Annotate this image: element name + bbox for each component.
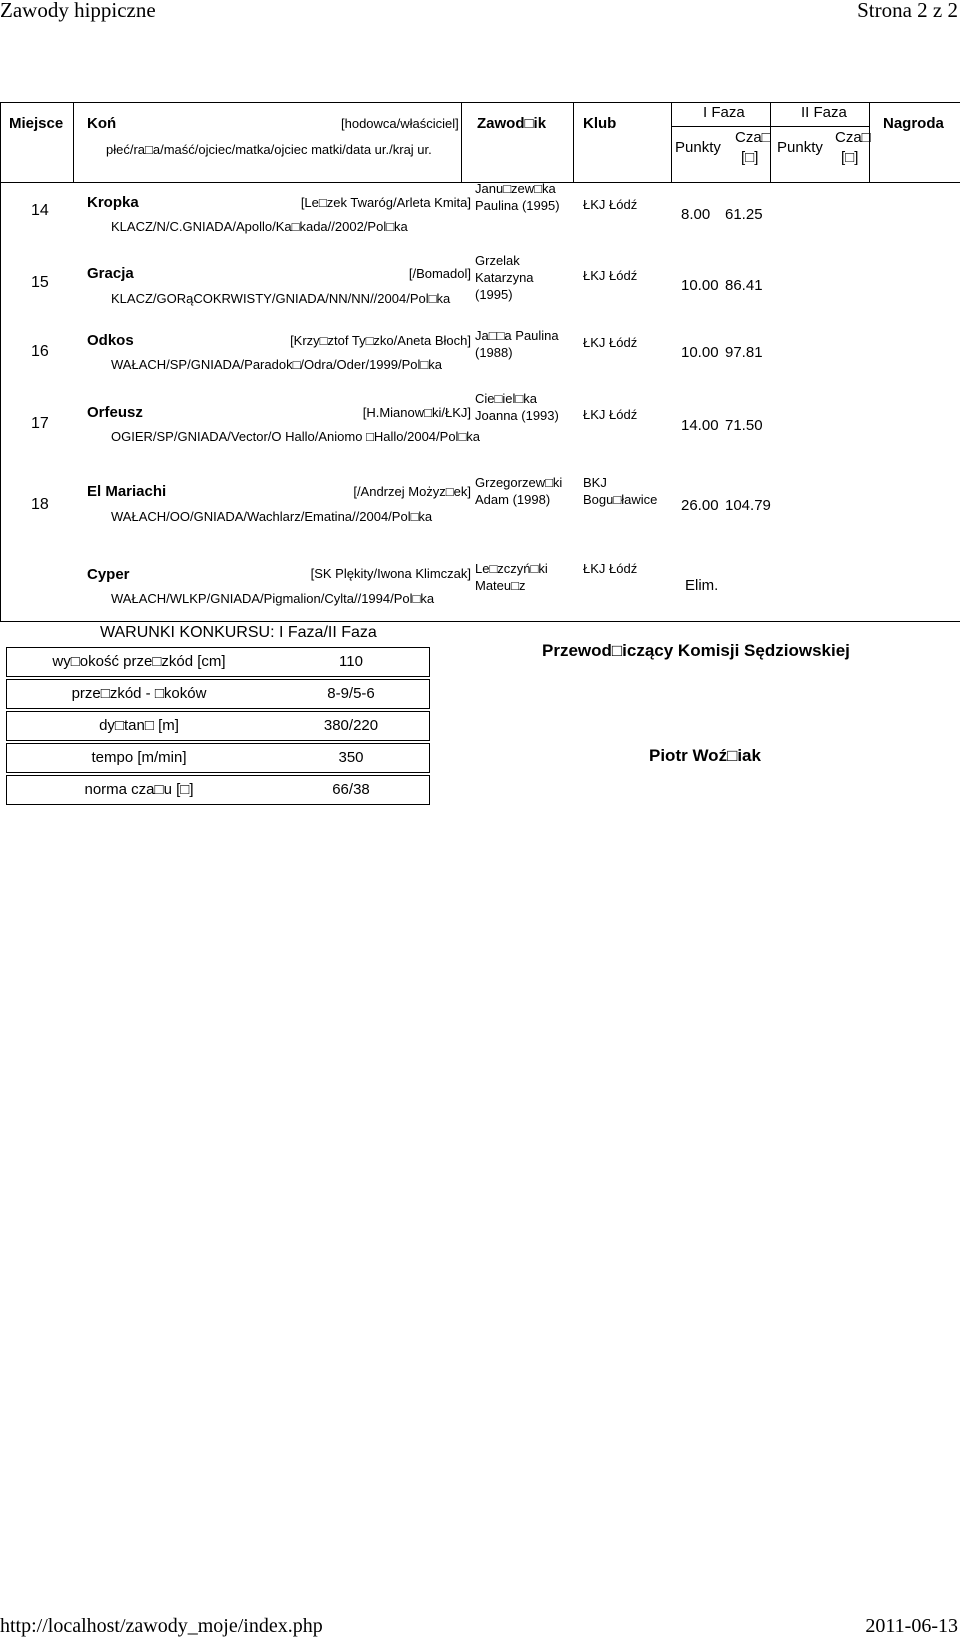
condition-value: 8-9/5-6 xyxy=(327,685,375,702)
footer-url: http://localhost/zawody_moje/index.php xyxy=(0,1615,323,1637)
row-time: 97.81 xyxy=(725,344,763,361)
row-club: BKJ Bogu□ławice xyxy=(583,475,658,507)
condition-label: tempo [m/min] xyxy=(91,749,187,766)
condition-label: prze□zkód - □koków xyxy=(71,685,207,702)
row-owner: [/Andrzej Możyz□ek] xyxy=(353,484,471,499)
row-horse-details: KLACZ/GORąCOKRWISTY/GNIADA/NN/NN//2004/Pol□ka xyxy=(111,291,451,306)
conditions-table xyxy=(6,647,430,807)
header-czas2-unit: [□] xyxy=(841,149,859,166)
row-place: 16 xyxy=(31,343,49,360)
row-owner: [Le□zek Twaróg/Arleta Kmita] xyxy=(300,195,471,210)
header-czas1: Cza□ xyxy=(735,129,771,146)
header-czas1-unit: [□] xyxy=(741,149,759,166)
row-rider: Grzegorzew□ki Adam (1998) xyxy=(475,475,563,507)
row-time: 86.41 xyxy=(725,277,763,294)
row-rider: Ja□□a Paulina (1988) xyxy=(475,328,559,360)
conditions-row xyxy=(6,775,430,805)
condition-label: dy□tan□ [m] xyxy=(99,717,179,734)
page-number: Strona 2 z 2 xyxy=(857,0,958,22)
row-club: ŁKJ Łódź xyxy=(583,197,638,212)
row-rider: Le□zczyń□ki Mateu□z xyxy=(475,561,548,593)
row-horse: Gracja xyxy=(87,265,134,282)
row-place: 15 xyxy=(31,274,49,291)
row-horse: Odkos xyxy=(87,332,134,349)
row-horse: Cyper xyxy=(87,566,130,583)
row-horse-details: OGIER/SP/GNIADA/Vector/O Hallo/Aniomo □Hallo/2004/Pol□ka xyxy=(111,429,481,444)
header-divider xyxy=(461,102,462,182)
row-horse-details: WAŁACH/WLKP/GNIADA/Pigmalion/Cylta//1994/Pol□ka xyxy=(111,591,435,606)
results-table xyxy=(0,102,960,622)
row-time: 71.50 xyxy=(725,417,763,434)
header-owner: [hodowca/właściciel] xyxy=(341,116,459,131)
row-horse-details: WAŁACH/OO/GNIADA/Wachlarz/Ematina//2004/Pol□ka xyxy=(111,509,433,524)
header-faza2: II Faza xyxy=(801,104,847,121)
header-divider xyxy=(73,102,74,182)
row-time: 104.79 xyxy=(725,497,771,514)
row-owner: [SK Plękity/Iwona Klimczak] xyxy=(310,566,471,581)
page-title: Zawody hippiczne xyxy=(0,0,156,22)
condition-value: 380/220 xyxy=(323,717,379,734)
header-horse-details: płeć/ra□a/maść/ojciec/matka/ojciec matki/data ur./kraj ur. xyxy=(106,142,432,157)
header-punkty2: Punkty xyxy=(777,139,823,156)
row-owner: [Krzy□ztof Ty□zko/Aneta Błoch] xyxy=(290,333,471,348)
row-result: Elim. xyxy=(685,577,719,594)
conditions-row xyxy=(6,711,430,741)
row-horse: Orfeusz xyxy=(87,404,143,421)
row-points: 10.00 xyxy=(681,277,719,294)
conditions-row xyxy=(6,679,430,709)
header-divider xyxy=(671,102,672,182)
row-place: 14 xyxy=(31,202,49,219)
conditions-row xyxy=(6,743,430,773)
footer-date: 2011-06-13 xyxy=(865,1615,958,1637)
conditions-title: WARUNKI KONKURSU: I Faza/II Faza xyxy=(100,624,377,641)
row-horse: Kropka xyxy=(87,194,139,211)
row-place: 17 xyxy=(31,415,49,432)
row-club: ŁKJ Łódź xyxy=(583,561,638,576)
row-points: 10.00 xyxy=(681,344,719,361)
header-czas2: Cza□ xyxy=(835,129,871,146)
row-points: 26.00 xyxy=(681,497,719,514)
header-miejsce: Miejsce xyxy=(9,115,64,132)
header-kon: Koń xyxy=(87,115,117,132)
conditions-row xyxy=(6,647,430,677)
condition-value: 110 xyxy=(339,653,363,670)
row-horse-details: KLACZ/N/C.GNIADA/Apollo/Ka□kada//2002/Pol□ka xyxy=(111,219,408,234)
table-border-bottom xyxy=(1,621,960,622)
condition-value: 350 xyxy=(338,749,364,766)
row-club: ŁKJ Łódź xyxy=(583,335,638,350)
header-zawodnik: Zawod□ik xyxy=(477,115,547,132)
row-horse-details: WAŁACH/SP/GNIADA/Paradok□/Odra/Oder/1999/Pol□ka xyxy=(111,357,442,372)
row-owner: [H.Mianow□ki/ŁKJ] xyxy=(362,405,471,420)
committee-title: Przewod□iczący Komisji Sędziowskiej xyxy=(542,641,850,660)
header-punkty1: Punkty xyxy=(675,139,721,156)
row-place: 18 xyxy=(31,496,49,513)
row-club: ŁKJ Łódź xyxy=(583,268,638,283)
row-points: 8.00 xyxy=(681,206,711,223)
table-border-top xyxy=(1,102,960,103)
row-club: ŁKJ Łódź xyxy=(583,407,638,422)
row-points: 14.00 xyxy=(681,417,719,434)
header-divider xyxy=(573,102,574,182)
condition-label: wy□okość prze□zkód [cm] xyxy=(52,653,226,670)
row-owner: [/Bomadol] xyxy=(408,266,471,281)
row-time: 61.25 xyxy=(725,206,763,223)
row-rider: Grzelak Katarzyna (1995) xyxy=(475,253,534,302)
committee-chair-name: Piotr Woź□iak xyxy=(649,746,761,765)
condition-label: norma cza□u [□] xyxy=(84,781,194,798)
row-horse: El Mariachi xyxy=(87,483,167,500)
row-rider: Janu□zew□ka Paulina (1995) xyxy=(475,181,560,213)
row-rider: Cie□iel□ka Joanna (1993) xyxy=(475,391,559,423)
condition-value: 66/38 xyxy=(332,781,370,798)
header-klub: Klub xyxy=(583,115,617,132)
header-faza1: I Faza xyxy=(703,104,745,121)
header-nagroda: Nagroda xyxy=(883,115,944,132)
